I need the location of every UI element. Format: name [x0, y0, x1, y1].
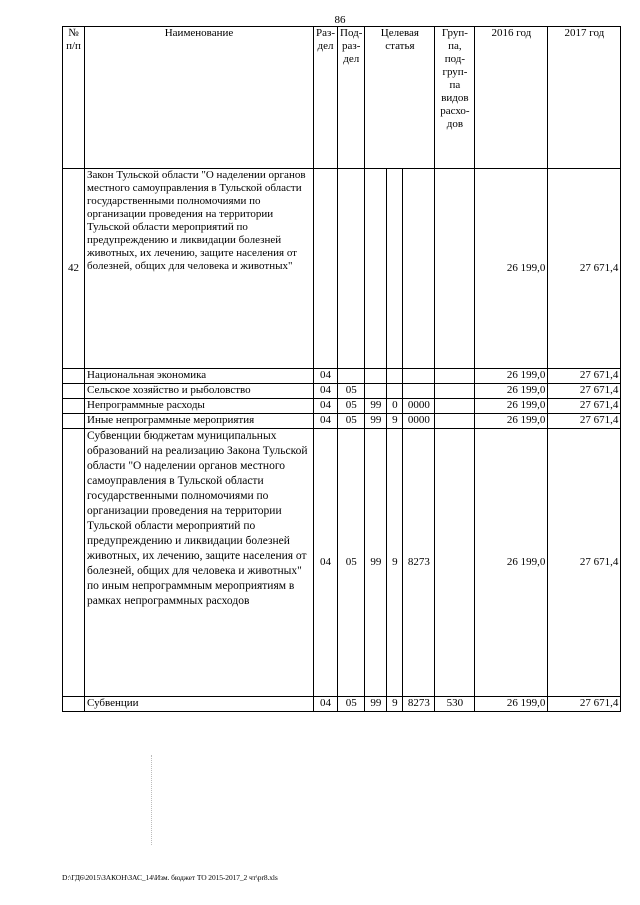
row-t2: 9 [387, 414, 403, 429]
row-t1 [365, 384, 387, 399]
subvention-t3: 8273 [403, 429, 435, 697]
row-podrazdel: 05 [338, 399, 365, 414]
law-num: 42 [63, 169, 85, 369]
row-2016: 26 199,0 [475, 414, 548, 429]
last-row-group: 530 [435, 697, 475, 712]
subvention-row [63, 429, 621, 697]
row-2017: 27 671,4 [548, 399, 621, 414]
table-row [63, 384, 621, 399]
row-podrazdel: 05 [338, 384, 365, 399]
row-t2 [387, 369, 403, 384]
last-row-t3: 8273 [403, 697, 435, 712]
row-2017: 27 671,4 [548, 414, 621, 429]
header-2016: 2016 год [475, 27, 548, 169]
row-t2: 0 [387, 399, 403, 414]
header-razdel: Раз-дел [314, 27, 338, 169]
row-name: Сельское хозяйство и рыболовство [85, 384, 314, 399]
table-row [63, 369, 621, 384]
subvention-2017: 27 671,4 [548, 429, 621, 697]
last-row-2017: 27 671,4 [548, 697, 621, 712]
subvention-t2: 9 [387, 429, 403, 697]
row-group [435, 384, 475, 399]
row-name: Национальная экономика [85, 369, 314, 384]
subvention-razdel: 04 [314, 429, 338, 697]
row-2017: 27 671,4 [548, 384, 621, 399]
header-row [63, 27, 621, 169]
subvention-podrazdel: 05 [338, 429, 365, 697]
row-razdel: 04 [314, 384, 338, 399]
subvention-name: Субвенции бюджетам муниципальных образований на реализацию Закона Тульской области "О наделении органов местного самоуправления в Тульской области государственными полномочиями по организации проведения на территории Тульской области мероприятий по предупреждению и ликвидации болезней животных, их лечению, защите населения от болезней, общих для человека и животных" по иным непрограммным мероприятиям в рамках непрограммных расходов [85, 429, 314, 697]
row-t2 [387, 384, 403, 399]
header-2017: 2017 год [548, 27, 621, 169]
row-t3 [403, 384, 435, 399]
row-group [435, 369, 475, 384]
row-podrazdel: 05 [338, 414, 365, 429]
row-t3 [403, 369, 435, 384]
header-num: № п/п [63, 27, 85, 169]
scan-dots [151, 755, 153, 845]
row-2016: 26 199,0 [475, 369, 548, 384]
subvention-group [435, 429, 475, 697]
last-row-t2: 9 [387, 697, 403, 712]
subvention-t1: 99 [365, 429, 387, 697]
row-t1 [365, 369, 387, 384]
last-row-2016: 26 199,0 [475, 697, 548, 712]
last-row-t1: 99 [365, 697, 387, 712]
row-podrazdel [338, 369, 365, 384]
last-row-podrazdel: 05 [338, 697, 365, 712]
budget-table [62, 26, 621, 712]
row-razdel: 04 [314, 369, 338, 384]
last-row-razdel: 04 [314, 697, 338, 712]
header-name: Наименование [85, 27, 314, 169]
row-2016: 26 199,0 [475, 384, 548, 399]
table-row [63, 697, 621, 712]
law-row [63, 169, 621, 369]
last-row-name: Субвенции [85, 697, 314, 712]
table-row [63, 399, 621, 414]
law-2016: 26 199,0 [475, 169, 548, 369]
row-t1: 99 [365, 399, 387, 414]
row-name: Иные непрограммные мероприятия [85, 414, 314, 429]
row-name: Непрограммные расходы [85, 399, 314, 414]
header-group: Груп-па, под-груп-па видов расхо-дов [435, 27, 475, 169]
subvention-2016: 26 199,0 [475, 429, 548, 697]
row-group [435, 414, 475, 429]
page-number: 86 [334, 14, 346, 26]
row-2016: 26 199,0 [475, 399, 548, 414]
header-target: Целевая статья [365, 27, 435, 169]
table-row [63, 414, 621, 429]
law-2017: 27 671,4 [548, 169, 621, 369]
row-group [435, 399, 475, 414]
law-title: Закон Тульской области "О наделении органов местного самоуправления в Тульской области государственными полномочиями по организации проведения на территории Тульской области мероприятий по предупреждению и ликвидации болезней животных, их лечению, защите населения от болезней, общих для человека и животных" [85, 169, 314, 369]
header-podrazdel: Под-раз-дел [338, 27, 365, 169]
row-t3: 0000 [403, 399, 435, 414]
file-path-footer: D:\ГД6\2015\ЗАКОН\ЗАС_14\Изм. бюджет ТО 2015-2017_2 чт\pr8.xls [62, 873, 278, 882]
row-t3: 0000 [403, 414, 435, 429]
row-t1: 99 [365, 414, 387, 429]
row-2017: 27 671,4 [548, 369, 621, 384]
row-razdel: 04 [314, 414, 338, 429]
row-razdel: 04 [314, 399, 338, 414]
